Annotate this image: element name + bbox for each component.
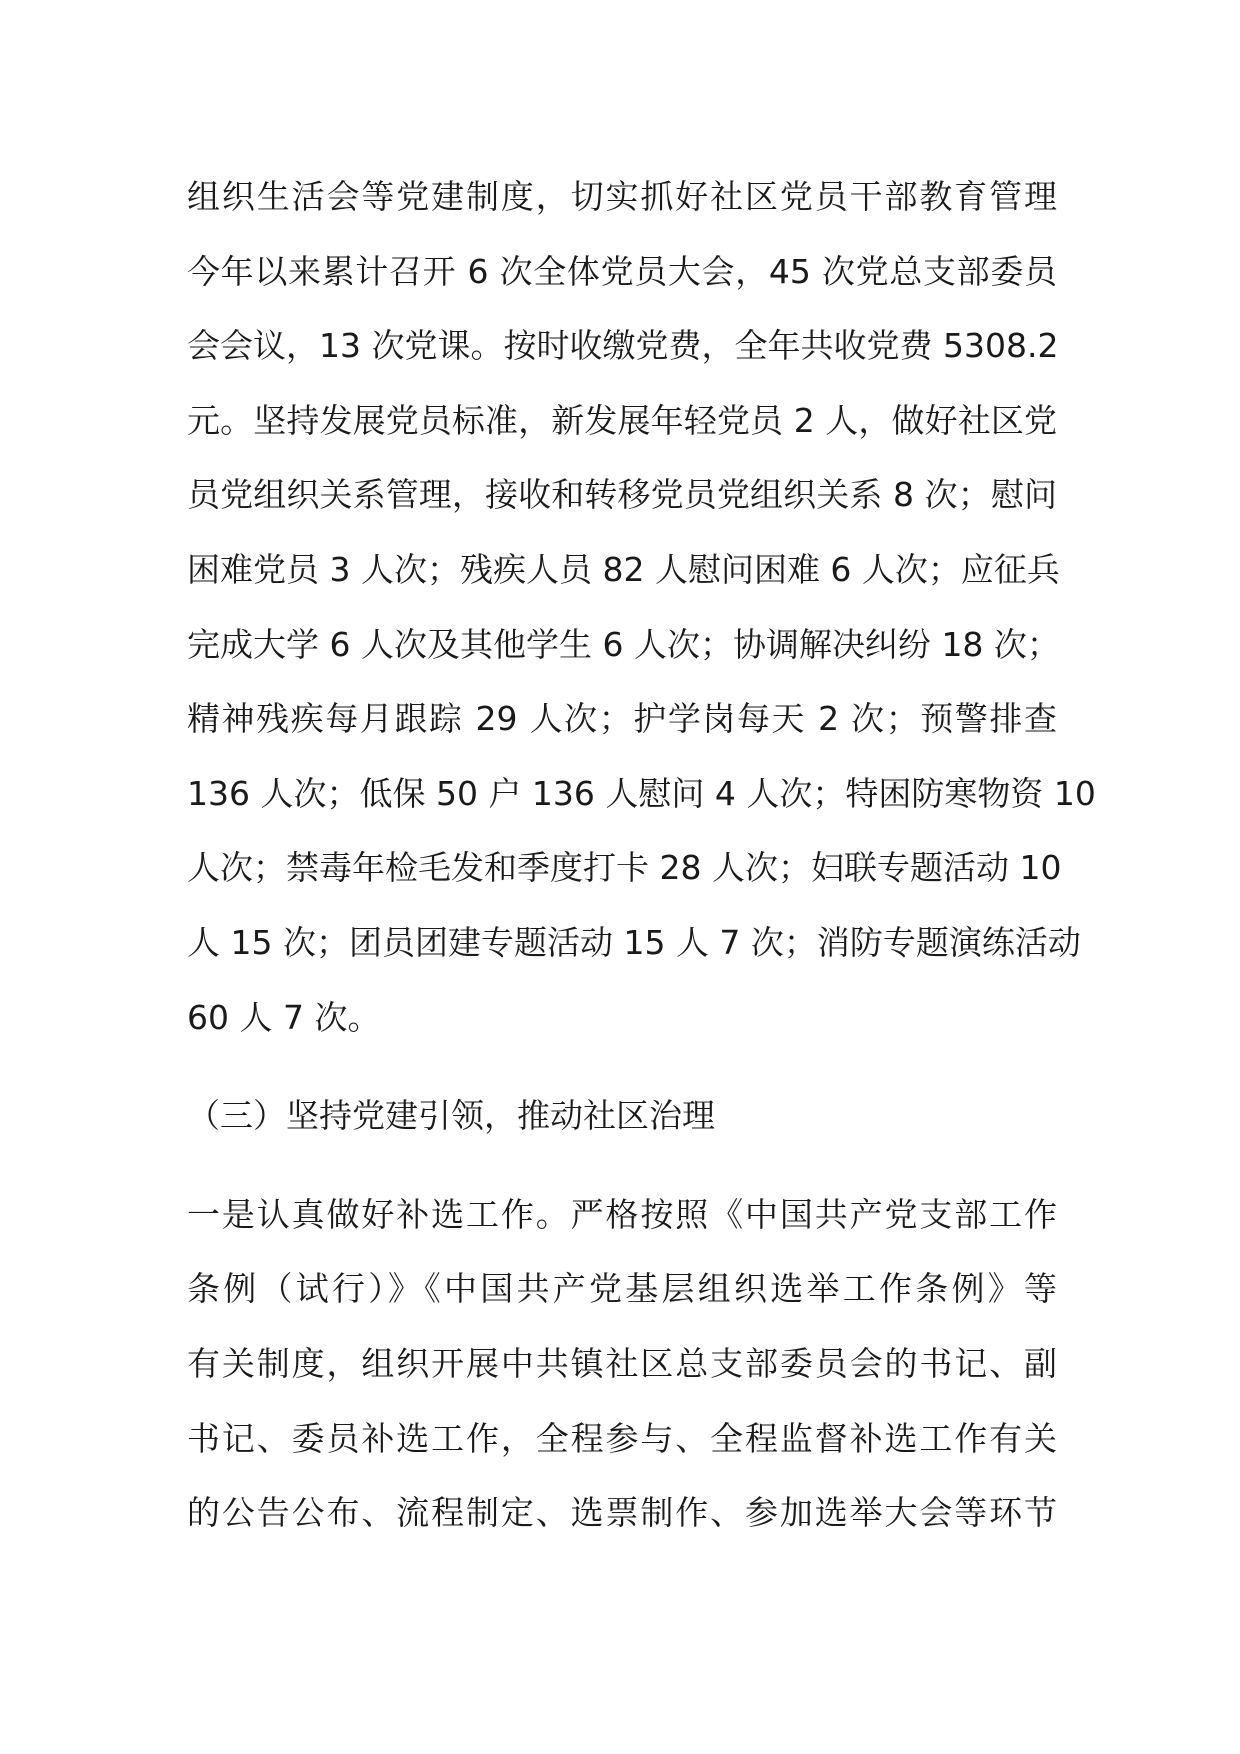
text-line: 困难党员 3 人次；残疾人员 82 人慰问困难 6 人次；应征兵 <box>187 549 1060 589</box>
text-line: 60 人 7 次。 <box>187 997 381 1037</box>
paragraph-spacer <box>187 1154 1057 1178</box>
text-line: 人 15 次；团员团建专题活动 15 人 7 次；消防专题演练活动 <box>187 922 1081 962</box>
document-body <box>187 160 1096 1551</box>
text-line: 书记、委员补选工作，全程参与、全程监督补选工作有关 <box>187 1418 1057 1458</box>
text-line: 组织生活会等党建制度，切实抓好社区党员干部教育管理 <box>187 177 1057 216</box>
text-line: 员党组织关系管理，接收和转移党员党组织关系 8 次；慰问 <box>187 475 1057 515</box>
section-heading: （三）坚持党建引领，推动社区治理 <box>187 1096 715 1136</box>
text-line: 精神残疾每月跟踪 29 人次；护学岗每天 2 次；预警排查 <box>187 699 1057 739</box>
text-line: 会会议，13 次党课。按时收缴党费，全年共收党费 5308.2 <box>187 326 1059 366</box>
text-line: 条例（试行）》《中国共产党基层组织选举工作条例》等 <box>187 1269 1057 1309</box>
text-line: 的公告公布、流程制定、选票制作、参加选举大会等环节 <box>187 1493 1057 1533</box>
paragraph-election <box>187 1178 1057 1551</box>
paragraph-spacer <box>187 1055 1057 1079</box>
text-line: 今年以来累计召开 6 次全体党员大会，45 次党总支部委员 <box>187 251 1057 291</box>
paragraph-statistics <box>187 160 1096 1055</box>
text-line: 元。坚持发展党员标准，新发展年轻党员 2 人，做好社区党 <box>187 400 1057 440</box>
text-line: 136 人次；低保 50 户 136 人慰问 4 人次；特困防寒物资 10 <box>187 773 1096 813</box>
text-line: 完成大学 6 人次及其他学生 6 人次；协调解决纠纷 18 次； <box>187 624 1060 664</box>
text-line: 有关制度，组织开展中共镇社区总支部委员会的书记、副 <box>187 1343 1057 1383</box>
text-line: 人次；禁毒年检毛发和季度打卡 28 人次；妇联专题活动 10 <box>187 848 1062 888</box>
text-line: 一是认真做好补选工作。严格按照《中国共产党支部工作 <box>187 1194 1057 1234</box>
